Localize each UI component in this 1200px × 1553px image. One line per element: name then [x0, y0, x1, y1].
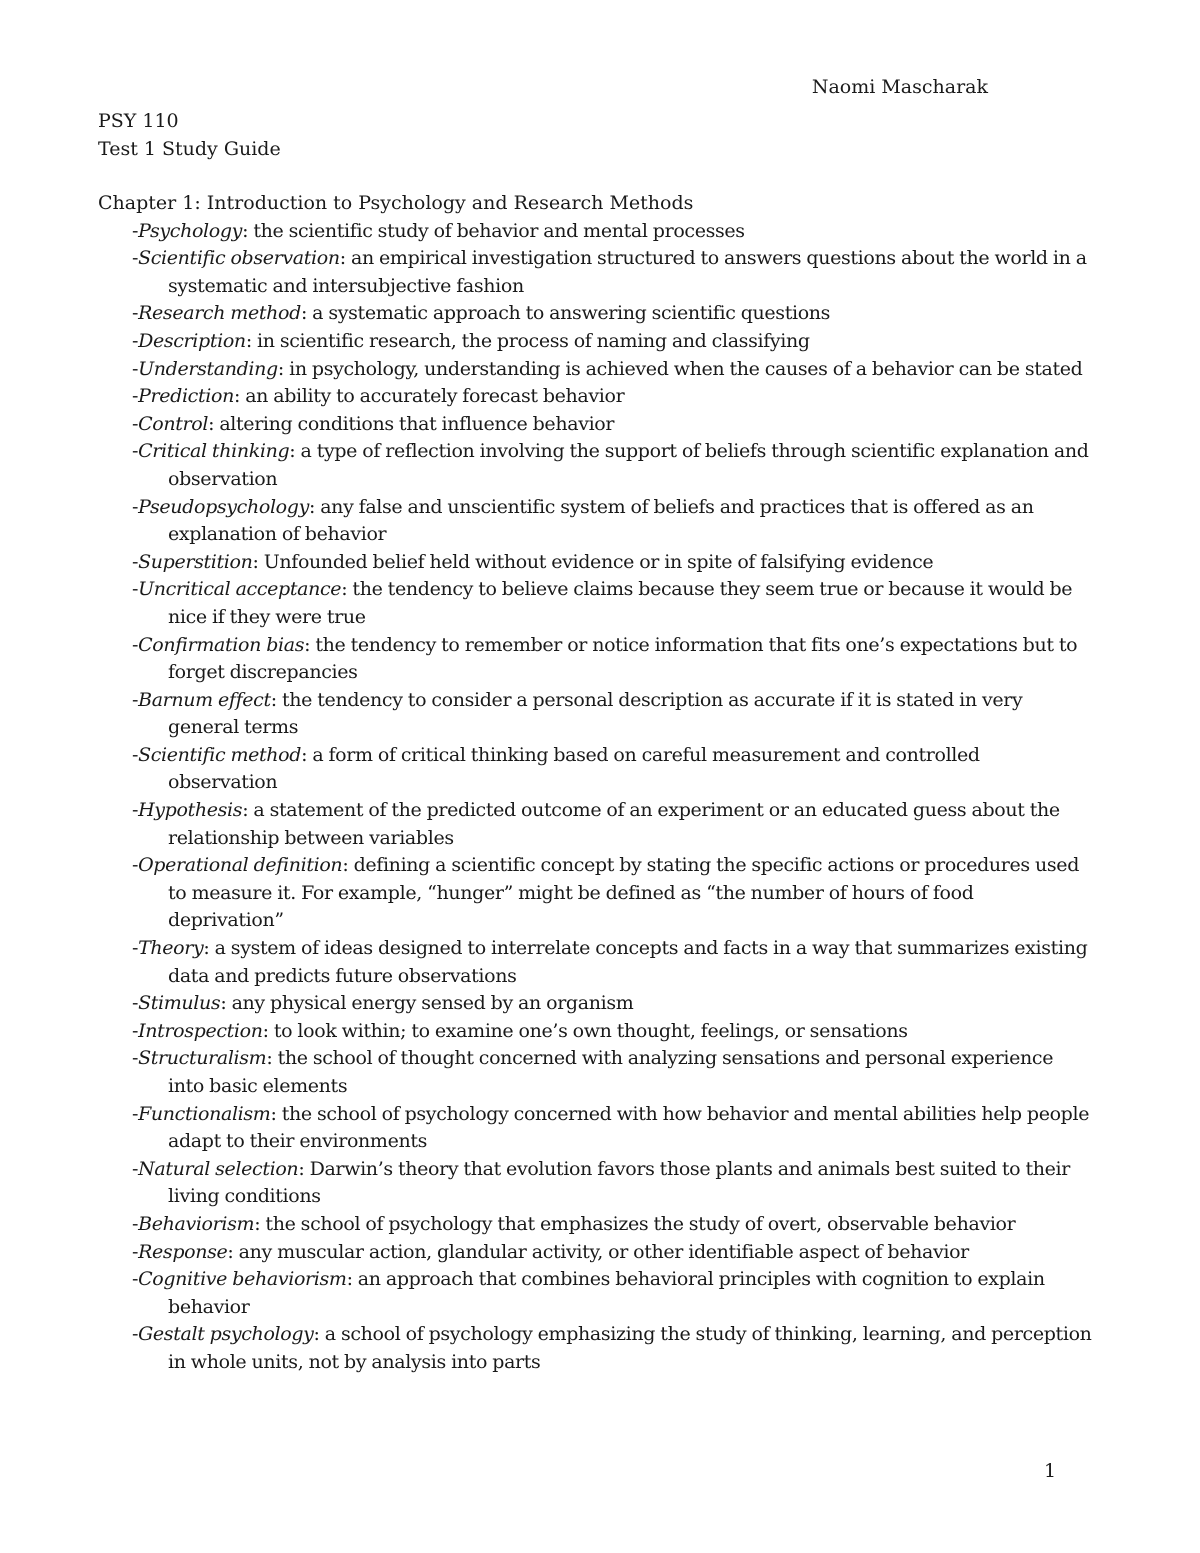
glossary-definition: : the tendency to remember or notice information that fits one’s expectations but to forget discrepancies — [168, 633, 1078, 684]
glossary-entry — [132, 687, 1093, 742]
glossary-entry — [132, 328, 1093, 356]
glossary-term: Confirmation bias — [138, 633, 305, 656]
entry-dash: - — [132, 302, 139, 325]
glossary-term: Uncritical acceptance — [138, 578, 342, 601]
glossary-entry — [132, 576, 1093, 631]
entry-dash: - — [132, 357, 139, 380]
glossary-term: Description — [138, 329, 246, 352]
glossary-term: Gestalt psychology — [138, 1323, 314, 1346]
entry-dash: - — [132, 1240, 139, 1263]
glossary-definition: : a type of reflection involving the support of beliefs through scientific explanation and observation — [168, 440, 1089, 490]
entry-dash: - — [132, 1323, 139, 1346]
glossary-term: Stimulus — [138, 992, 221, 1015]
glossary-entry — [132, 1101, 1093, 1156]
entry-dash: - — [132, 1157, 139, 1180]
entry-dash: - — [132, 743, 139, 766]
entry-dash: - — [132, 1212, 139, 1235]
glossary-term: Response — [138, 1240, 228, 1263]
glossary-term: Understanding — [138, 357, 278, 380]
entry-dash: - — [132, 219, 139, 242]
course-heading — [98, 108, 281, 163]
entry-dash: - — [132, 329, 139, 352]
glossary-term: Functionalism — [138, 1102, 271, 1125]
glossary-definition: : the scientific study of behavior and mental processes — [242, 219, 745, 242]
glossary-definition: : an approach that combines behavioral principles with cognition to explain behavior — [168, 1268, 1045, 1318]
glossary-entry — [132, 438, 1093, 493]
glossary-term: Superstition — [138, 550, 253, 573]
glossary-definition: : in psychology, understanding is achieved when the causes of a behavior can be stated — [277, 357, 1083, 380]
glossary-entry — [132, 1239, 1093, 1267]
glossary-definition: : altering conditions that influence behavior — [208, 412, 615, 435]
glossary-definition: : a form of critical thinking based on careful measurement and controlled observation — [168, 743, 980, 794]
entry-dash: - — [132, 688, 139, 711]
glossary-entry — [132, 935, 1093, 990]
glossary-entry — [132, 632, 1093, 687]
glossary-term: Prediction — [138, 385, 234, 408]
entry-dash: - — [132, 1268, 139, 1291]
entry-dash: - — [132, 495, 139, 518]
glossary-entry — [132, 245, 1093, 300]
glossary-entry — [132, 1321, 1093, 1376]
glossary-entry — [132, 494, 1093, 549]
glossary-entry — [132, 990, 1093, 1018]
glossary-term: Introspection — [138, 1019, 263, 1042]
term-list — [0, 218, 1200, 1377]
glossary-term: Behaviorism — [138, 1212, 255, 1235]
glossary-entry — [132, 1156, 1093, 1211]
glossary-definition: : a system of ideas designed to interrelate concepts and facts in a way that summarizes existing data and predicts future observations — [168, 937, 1088, 987]
guide-title: Test 1 Study Guide — [98, 137, 281, 160]
entry-dash: - — [132, 578, 139, 601]
course-code: PSY 110 — [98, 110, 179, 132]
entry-dash: - — [132, 937, 139, 960]
glossary-term: Hypothesis — [138, 799, 243, 822]
entry-dash: - — [132, 854, 139, 877]
glossary-definition: : any false and unscientific system of beliefs and practices that is offered as an explanation of behavior — [168, 495, 1034, 546]
glossary-definition: : an ability to accurately forecast behavior — [233, 385, 625, 408]
glossary-entry — [132, 383, 1093, 411]
glossary-entry — [132, 1211, 1093, 1239]
glossary-definition: : the school of thought concerned with analyzing sensations and personal experience into basic elements — [168, 1047, 1054, 1097]
entry-dash: - — [132, 799, 139, 822]
author-name: Naomi Mascharak — [811, 76, 988, 98]
glossary-term: Pseudopsychology — [138, 495, 309, 518]
chapter-title: Chapter 1: Introduction to Psychology and Research Methods — [98, 192, 694, 214]
entry-dash: - — [132, 633, 139, 656]
glossary-entry — [132, 218, 1093, 246]
glossary-term: Natural selection — [138, 1157, 299, 1180]
glossary-entry — [132, 411, 1093, 439]
entry-dash: - — [132, 247, 139, 270]
entry-dash: - — [132, 412, 139, 435]
glossary-term: Critical thinking — [138, 440, 290, 463]
glossary-definition: : the school of psychology concerned with how behavior and mental abilities help people adapt to their environments — [168, 1102, 1090, 1153]
glossary-entry — [132, 797, 1093, 852]
glossary-term: Psychology — [138, 219, 243, 242]
glossary-term: Scientific method — [138, 743, 302, 766]
glossary-definition: : the tendency to consider a personal description as accurate if it is stated in very general terms — [168, 688, 1023, 739]
entry-dash: - — [132, 550, 139, 573]
glossary-definition: : a statement of the predicted outcome of an experiment or an educated guess about the relationship between variables — [168, 799, 1060, 849]
glossary-definition: : an empirical investigation structured to answers questions about the world in a systematic and intersubjective fashion — [168, 247, 1087, 297]
glossary-entry — [132, 300, 1093, 328]
glossary-definition: : Darwin’s theory that evolution favors those plants and animals best suited to their living conditions — [168, 1157, 1070, 1208]
entry-dash: - — [132, 992, 139, 1015]
glossary-term: Structuralism — [138, 1047, 267, 1070]
glossary-term: Theory — [138, 937, 204, 960]
glossary-term: Barnum effect — [138, 688, 271, 711]
glossary-entry — [132, 742, 1093, 797]
glossary-entry — [132, 549, 1093, 577]
glossary-definition: : a school of psychology emphasizing the study of thinking, learning, and perception in whole units, not by analysis into parts — [168, 1323, 1092, 1373]
glossary-entry — [132, 1045, 1093, 1100]
glossary-entry — [132, 1018, 1093, 1046]
entry-dash: - — [132, 1047, 139, 1070]
glossary-definition: : the tendency to believe claims because they seem true or because it would be nice if they were true — [168, 578, 1073, 628]
glossary-definition: : any physical energy sensed by an organism — [220, 992, 634, 1015]
glossary-entry — [132, 356, 1093, 384]
entry-dash: - — [132, 385, 139, 408]
entry-dash: - — [132, 1019, 139, 1042]
page-number: 1 — [1044, 1460, 1057, 1482]
entry-dash: - — [132, 1102, 139, 1125]
glossary-definition: : in scientific research, the process of naming and classifying — [245, 329, 810, 352]
glossary-definition: : any muscular action, glandular activity, or other identifiable aspect of behavior — [227, 1240, 969, 1263]
glossary-entry — [132, 1266, 1093, 1321]
glossary-definition: : to look within; to examine one’s own thought, feelings, or sensations — [262, 1019, 908, 1042]
glossary-term: Operational definition — [138, 854, 343, 877]
glossary-term: Cognitive behaviorism — [138, 1268, 347, 1291]
glossary-definition: : defining a scientific concept by stating the specific actions or procedures used to measure it. For example, “hunger” might be defined as “the number of hours of food deprivation” — [168, 854, 1080, 932]
entry-dash: - — [132, 440, 139, 463]
glossary-term: Research method — [138, 302, 301, 325]
glossary-definition: : Unfounded belief held without evidence or in spite of falsifying evidence — [252, 550, 934, 573]
glossary-definition: : the school of psychology that emphasizes the study of overt, observable behavior — [254, 1212, 1016, 1235]
glossary-entry — [132, 852, 1093, 935]
glossary-definition: : a systematic approach to answering scientific questions — [300, 302, 831, 325]
glossary-term: Scientific observation — [138, 247, 340, 270]
glossary-term: Control — [138, 412, 209, 435]
